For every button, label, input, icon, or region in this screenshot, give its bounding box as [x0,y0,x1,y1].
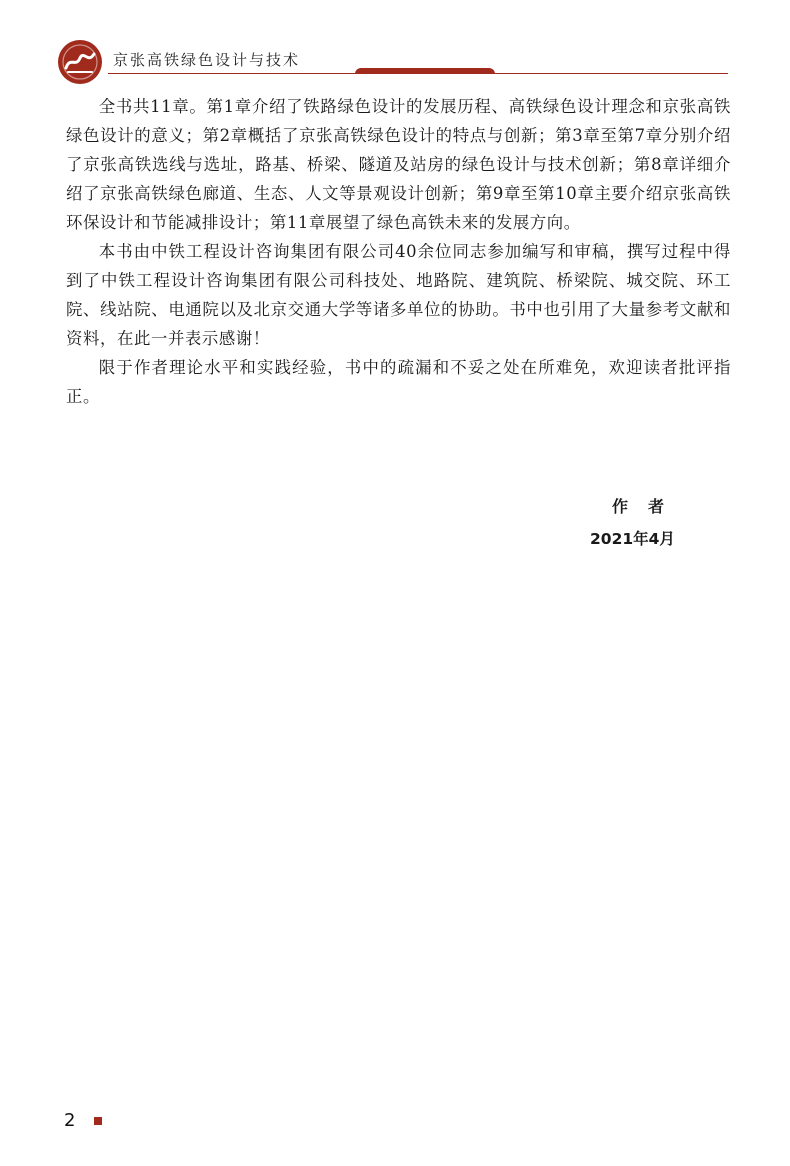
paragraph-chapters-overview: 全书共11章。第1章介绍了铁路绿色设计的发展历程、高铁绿色设计理念和京张高铁绿色设计的意义；第2章概括了京张高铁绿色设计的特点与创新；第3章至第7章分别介绍了京张高铁选线与选址，路基、桥梁、隧道及站房的绿色设计与技术创新；第8章详细介绍了京张高铁绿色廊道、生态、人文等景观设计创新；第9章至第10章主要介绍京张高铁环保设计和节能减排设计；第11章展望了绿色高铁未来的发展方向。 [66,97,731,232]
running-header-title: 京张高铁绿色设计与技术 [113,51,301,69]
page-header [0,0,790,100]
page-number: 2 [64,1110,76,1131]
header-divider [108,73,728,74]
signature-block [590,494,730,549]
paragraph-acknowledgements: 本书由中铁工程设计咨询集团有限公司40余位同志参加编写和审稿，撰写过程中得到了中铁工程设计咨询集团有限公司科技处、地路院、建筑院、桥梁院、城交院、环工院、线站院、电通院以及北京交通大学等诸多单位的协助。书中也引用了大量参考文献和资料，在此一并表示感谢！ [66,242,731,348]
page-marker-square [94,1117,102,1125]
paragraph-closing-note: 限于作者理论水平和实践经验，书中的疏漏和不妥之处在所难免，欢迎读者批评指正。 [66,358,731,406]
signature-author: 作者 [612,497,685,516]
signature-date: 2021年4月 [590,530,675,548]
logo-emblem-icon [54,38,106,86]
body-text [66,92,731,411]
